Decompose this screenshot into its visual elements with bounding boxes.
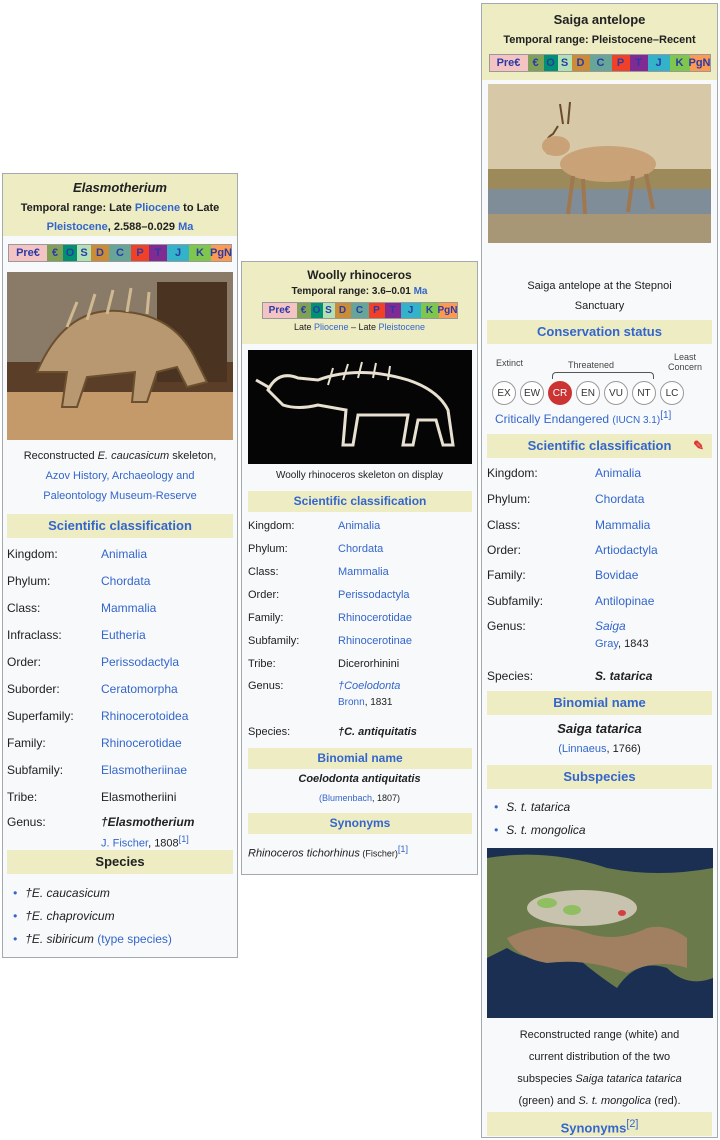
- caption-pre: Reconstructed: [23, 450, 98, 462]
- taxon-key: Phylum:: [487, 492, 531, 506]
- tl-o: O: [311, 303, 323, 318]
- map-cap-4-pre: (green) and: [518, 1095, 579, 1107]
- skeleton-photo-icon: [248, 350, 472, 464]
- binomial-name: Saiga tatarica: [557, 721, 642, 736]
- species-value: †C. antiquitatis: [338, 726, 417, 738]
- taxon-key: Family:: [248, 611, 284, 624]
- map-cap-2: current distribution of the two: [528, 1051, 671, 1063]
- genus-value: †Elasmotherium: [101, 815, 195, 829]
- species-item[interactable]: • †E. caucasicum: [13, 882, 233, 905]
- range-map[interactable]: [487, 848, 713, 1018]
- taxon-row-subfamily: [7, 756, 233, 783]
- tl-pgn: PgN: [688, 57, 711, 69]
- taxon-row-phylum: [7, 567, 233, 594]
- taxon-row-subfamily: [487, 588, 712, 614]
- woolly-infobox: [241, 261, 478, 875]
- genus-year: , 1831: [364, 697, 393, 708]
- taxon-row-family: [487, 562, 712, 588]
- tl-s: S: [323, 303, 335, 318]
- tl-s: S: [77, 245, 91, 261]
- taxon-value[interactable]: Antilopinae: [595, 594, 655, 608]
- taxon-row-genus: [7, 810, 233, 834]
- pleistocene-link[interactable]: Pleistocene: [46, 221, 108, 233]
- taxon-key: Superfamily:: [7, 708, 74, 723]
- taxon-key: Family:: [7, 735, 46, 750]
- tl-d: D: [572, 55, 590, 71]
- woolly-header: [242, 262, 477, 344]
- tl-cambrian: €: [528, 55, 544, 71]
- binomial-year: , 1807): [372, 793, 401, 803]
- ref-link[interactable]: [1]: [178, 834, 189, 844]
- elasmotherium-temporal: [7, 199, 233, 237]
- map-cap-3-pre: subspecies: [517, 1073, 576, 1085]
- taxon-value[interactable]: Chordata: [338, 542, 384, 555]
- tl-c: C: [351, 303, 369, 318]
- tl-k: K: [421, 303, 439, 318]
- tl-t: T: [149, 245, 167, 261]
- caption-line-2: Sanctuary: [574, 300, 625, 312]
- status-nt[interactable]: NT: [632, 381, 656, 405]
- taxon-key: Class:: [7, 600, 41, 615]
- taxonomy-rows: [248, 514, 472, 743]
- fischer-link[interactable]: J. Fischer: [101, 837, 149, 850]
- tl-pgn: PgN: [210, 247, 232, 259]
- elasmotherium-title: Elasmotherium: [73, 180, 167, 195]
- conservation-status-text: [495, 410, 671, 426]
- tl-o: O: [544, 55, 558, 71]
- taxon-row-tribe: [7, 783, 233, 810]
- taxon-value[interactable]: Rhinocerotinae: [338, 634, 412, 647]
- woolly-skeleton-photo[interactable]: [248, 350, 472, 464]
- pleistocene-link[interactable]: Pleistocene: [378, 322, 426, 332]
- binomial-authority: [242, 793, 477, 803]
- taxon-row-genus: [248, 675, 472, 697]
- iucn-link[interactable]: (IUCN 3.1): [612, 415, 661, 426]
- synonym-author: (Fischer): [359, 848, 398, 859]
- synonyms-label: Synonyms: [560, 1120, 627, 1136]
- pliocene-link[interactable]: Pliocene: [134, 202, 181, 214]
- least-2: Concern: [668, 362, 703, 372]
- genus-authority: [487, 638, 712, 664]
- taxon-value[interactable]: Elasmotheriinae: [101, 762, 188, 777]
- binomial-authority: [482, 743, 717, 755]
- tl-c: C: [109, 245, 131, 261]
- type-species-link[interactable]: (type species): [97, 932, 172, 946]
- bronn-link[interactable]: Bronn: [338, 697, 365, 708]
- genus-year: , 1843: [618, 638, 649, 650]
- taxon-row-kingdom: [487, 460, 712, 486]
- saiga-infobox: [481, 3, 718, 1138]
- extinct-label: Extinct: [496, 358, 524, 368]
- saiga-photo-icon: [488, 84, 711, 243]
- saiga-header: [482, 4, 717, 80]
- taxon-value[interactable]: Chordata: [595, 492, 645, 506]
- threatened-bracket: [552, 372, 654, 379]
- pliocene-link[interactable]: Pliocene: [313, 322, 349, 332]
- taxon-key: Kingdom:: [487, 466, 538, 480]
- critically-endangered-link[interactable]: Critically Endangered: [495, 412, 610, 426]
- paren: (: [558, 743, 562, 755]
- taxon-key: Subfamily:: [248, 634, 300, 647]
- geologic-timeline[interactable]: [262, 302, 458, 319]
- azov-museum-link-1[interactable]: Azov History, Archaeology and: [45, 470, 195, 482]
- tl-pre: Pre€: [490, 55, 528, 71]
- temporal-text: Temporal range: 3.6–0.01: [291, 286, 414, 297]
- taxon-row-tribe: [248, 652, 472, 675]
- tl-j: J: [648, 55, 670, 71]
- temporal-prefix: Temporal range: Late: [20, 202, 135, 214]
- genus-authority: [248, 697, 472, 721]
- taxon-row-superfamily: [7, 702, 233, 729]
- status-lc[interactable]: LC: [660, 381, 684, 405]
- taxon-row-family: [7, 729, 233, 756]
- taxon-value[interactable]: Chordata: [101, 573, 151, 588]
- gray-link[interactable]: Gray: [595, 638, 619, 650]
- elasmotherium-header: [3, 174, 237, 236]
- linnaeus-link[interactable]: Linnaeus: [561, 743, 607, 755]
- taxon-value[interactable]: Mammalia: [595, 518, 651, 532]
- genus-value[interactable]: Saiga: [595, 619, 626, 633]
- taxon-row-infraclass: [7, 621, 233, 648]
- binomial-header[interactable]: Binomial name: [487, 691, 712, 715]
- woolly-epoch: [242, 322, 477, 332]
- caption-italic: E. caucasicum: [97, 450, 170, 462]
- status-ex[interactable]: EX: [492, 381, 516, 405]
- taxon-key: Phylum:: [7, 573, 51, 588]
- taxon-value[interactable]: Rhinocerotoidea: [101, 708, 189, 723]
- map-cap-1: Reconstructed range (white) and: [519, 1029, 680, 1041]
- species-value: S. tatarica: [595, 669, 653, 683]
- taxon-row-phylum: [487, 486, 712, 512]
- caption-line-1: Saiga antelope at the Stepnoi: [527, 280, 672, 292]
- map-cap-4-post: (red).: [651, 1095, 681, 1107]
- ma-link[interactable]: Ma: [413, 286, 428, 297]
- tl-k: K: [189, 245, 211, 261]
- saiga-photo[interactable]: [488, 84, 711, 243]
- taxon-value[interactable]: Bovidae: [595, 568, 639, 582]
- taxon-row-phylum: [248, 537, 472, 560]
- taxon-value: Dicerorhinini: [338, 657, 400, 670]
- late-1: Late: [293, 322, 314, 332]
- taxon-value: Elasmotheriini: [101, 789, 177, 804]
- taxon-value[interactable]: Animalia: [101, 546, 148, 561]
- status-ew[interactable]: EW: [520, 381, 544, 405]
- taxon-key: Class:: [487, 518, 521, 532]
- taxon-key: Suborder:: [7, 681, 60, 696]
- taxon-value[interactable]: Rhinocerotidae: [338, 611, 412, 624]
- taxon-key: Family:: [487, 568, 526, 582]
- azov-museum-link-2[interactable]: Paleontology Museum-Reserve: [43, 490, 197, 502]
- sci-class-header[interactable]: Scientific classification: [248, 491, 472, 512]
- taxon-key: Genus:: [487, 619, 526, 633]
- taxon-key: Order:: [248, 588, 280, 601]
- sci-class-header[interactable]: [487, 434, 712, 458]
- range-map-caption: [482, 1024, 717, 1112]
- taxon-value[interactable]: Mammalia: [101, 600, 157, 615]
- taxon-row-order: [7, 648, 233, 675]
- taxonomy-rows: [7, 540, 233, 852]
- species-list: [13, 882, 233, 951]
- taxon-value[interactable]: Animalia: [595, 466, 642, 480]
- tl-c: C: [590, 55, 612, 71]
- taxon-value[interactable]: Mammalia: [338, 565, 389, 578]
- binomial-name: Coelodonta antiquitatis: [298, 773, 421, 785]
- tl-t: T: [630, 55, 648, 71]
- elasmotherium-caption: [3, 446, 237, 506]
- taxon-key: Subfamily:: [7, 762, 64, 777]
- taxon-value[interactable]: Rhinocerotidae: [101, 735, 182, 750]
- saiga-caption: [482, 276, 717, 316]
- taxon-key: Tribe:: [7, 789, 38, 804]
- to-late: to Late: [180, 202, 220, 214]
- woolly-title: Woolly rhinoceros: [307, 268, 412, 282]
- taxon-value[interactable]: Perissodactyla: [338, 588, 410, 601]
- synonym-row: [248, 844, 472, 860]
- tl-j: J: [401, 303, 421, 318]
- species-header: Species: [7, 850, 233, 874]
- taxon-row-family: [248, 606, 472, 629]
- synonyms-header[interactable]: [487, 1112, 712, 1136]
- taxonomy-rows: [487, 460, 712, 688]
- taxon-key: Order:: [487, 543, 522, 557]
- status-cr[interactable]: CR: [548, 381, 572, 405]
- taxon-row-class: [487, 512, 712, 538]
- tl-k: K: [670, 55, 690, 71]
- range-text: , 2.588–0.029: [107, 221, 179, 233]
- status-vu[interactable]: VU: [604, 381, 628, 405]
- taxon-row-species: [248, 721, 472, 743]
- tl-p: P: [612, 55, 630, 71]
- ref-link[interactable]: [1]: [660, 410, 672, 421]
- taxon-key: Class:: [248, 565, 279, 578]
- saiga-temporal: Temporal range: Pleistocene–Recent: [503, 34, 696, 46]
- caption-post: skeleton,: [169, 450, 217, 462]
- elasmotherium-skeleton-photo[interactable]: [7, 272, 233, 440]
- sci-class-header[interactable]: Scientific classification: [7, 514, 233, 538]
- taxon-key: Order:: [7, 654, 42, 669]
- taxon-key: Tribe:: [248, 657, 276, 670]
- taxon-row-species: [487, 664, 712, 688]
- taxon-row-kingdom: [248, 514, 472, 537]
- subspecies-list: [494, 796, 709, 842]
- synonyms-header[interactable]: Synonyms: [248, 813, 472, 834]
- taxon-key: Phylum:: [248, 542, 288, 555]
- taxon-row-class: [248, 560, 472, 583]
- genus-year: , 1808: [148, 837, 179, 850]
- taxon-key: Kingdom:: [248, 519, 295, 532]
- paren: (: [318, 793, 322, 803]
- tl-cambrian: €: [47, 245, 63, 261]
- status-en[interactable]: EN: [576, 381, 600, 405]
- skeleton-photo-icon: [7, 272, 233, 440]
- status-circles: [492, 381, 688, 405]
- tl-d: D: [91, 245, 109, 261]
- tl-o: O: [63, 245, 77, 261]
- sci-class-label: Scientific classification: [527, 438, 672, 453]
- least-concern-label: [668, 352, 702, 372]
- taxon-key: Species:: [487, 669, 534, 683]
- tl-cambrian: €: [297, 303, 311, 318]
- taxon-value[interactable]: Animalia: [338, 519, 381, 532]
- saiga-title: Saiga antelope: [553, 12, 646, 27]
- taxon-row-class: [7, 594, 233, 621]
- geologic-timeline[interactable]: [8, 244, 232, 262]
- taxon-key: Species:: [248, 726, 291, 738]
- taxon-row-kingdom: [7, 540, 233, 567]
- tl-pre: Pre€: [9, 245, 47, 261]
- taxon-row-subfamily: [248, 629, 472, 652]
- taxon-value[interactable]: Ceratomorpha: [101, 681, 178, 696]
- tl-s: S: [558, 55, 572, 71]
- blumenbach-link[interactable]: Blumenbach: [321, 793, 372, 803]
- taxon-value[interactable]: Artiodactyla: [595, 543, 658, 557]
- late-2: – Late: [348, 322, 379, 332]
- taxon-value[interactable]: Eutheria: [101, 627, 146, 642]
- edit-pencil-icon[interactable]: ✎: [693, 438, 704, 453]
- taxon-row-order: [248, 583, 472, 606]
- binomial-header[interactable]: Binomial name: [248, 748, 472, 769]
- subspecies-header[interactable]: Subspecies: [487, 765, 712, 789]
- map-cap-3-italic: Saiga tatarica tatarica: [575, 1073, 682, 1085]
- taxon-key: Genus:: [7, 815, 46, 829]
- tl-j: J: [167, 245, 189, 261]
- conservation-header[interactable]: Conservation status: [487, 320, 712, 344]
- subspecies-item: • S. t. mongolica: [494, 819, 709, 842]
- tl-d: D: [335, 303, 351, 318]
- binomial-year: , 1766): [606, 743, 641, 755]
- synonym-name: Rhinoceros tichorhinus: [248, 847, 360, 860]
- taxon-value[interactable]: Perissodactyla: [101, 654, 180, 669]
- woolly-caption: Woolly rhinoceros skeleton on display: [275, 470, 444, 481]
- ma-link[interactable]: Ma: [178, 221, 194, 233]
- elasmotherium-infobox: [2, 173, 238, 958]
- tl-p: P: [131, 245, 149, 261]
- map-cap-4-italic: S. t. mongolica: [578, 1095, 652, 1107]
- taxon-key: Subfamily:: [487, 594, 544, 608]
- taxon-row-genus: [487, 614, 712, 638]
- genus-value[interactable]: †Coelodonta: [338, 680, 401, 692]
- tl-p: P: [369, 303, 385, 318]
- woolly-temporal: [242, 286, 477, 297]
- range-map-icon: [487, 848, 713, 1018]
- subspecies-item: • S. t. tatarica: [494, 796, 709, 819]
- ref-link[interactable]: [1]: [397, 844, 409, 854]
- threatened-label: Threatened: [568, 360, 615, 370]
- least-1: Least: [674, 352, 697, 362]
- tl-t: T: [385, 303, 401, 318]
- taxon-key: Kingdom:: [7, 546, 58, 561]
- tl-pgn: PgN: [437, 305, 458, 316]
- geologic-timeline[interactable]: [489, 54, 711, 72]
- taxon-row-order: [487, 538, 712, 562]
- taxon-row-suborder: [7, 675, 233, 702]
- species-item[interactable]: • †E. sibiricum (type species): [13, 928, 233, 951]
- taxon-key: Infraclass:: [7, 627, 62, 642]
- species-item[interactable]: • †E. chaprovicum: [13, 905, 233, 928]
- tl-pre: Pre€: [263, 303, 297, 318]
- ref-link[interactable]: [2]: [626, 1118, 639, 1130]
- taxon-key: Genus:: [248, 680, 284, 692]
